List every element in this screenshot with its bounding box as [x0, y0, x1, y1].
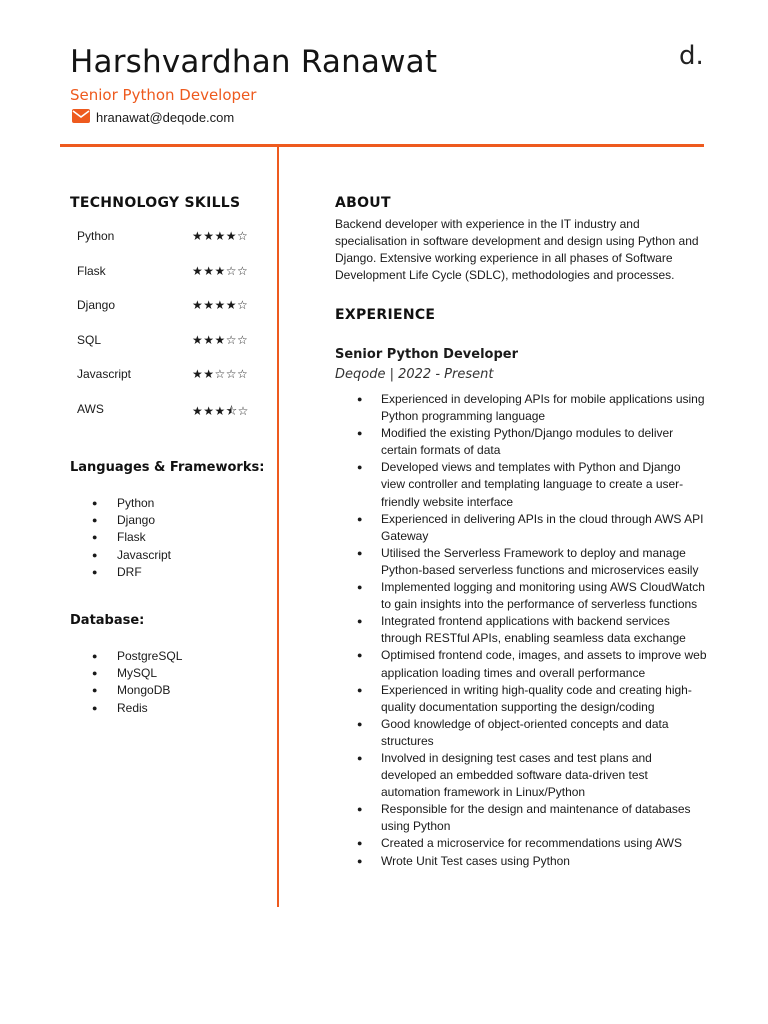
skill-row: [77, 298, 257, 333]
list-item: ● MySQL: [70, 665, 182, 682]
list-item: ● MongoDB: [70, 682, 182, 699]
list-item: ● DRF: [70, 564, 171, 581]
about-heading: ABOUT: [335, 195, 391, 211]
skill-name: SQL: [77, 332, 102, 347]
list-item: ● Django: [70, 512, 171, 529]
responsibility-item: ● Optimised frontend code, images, and assets to improve web application loading times and overall performance: [357, 647, 707, 681]
list-item: ● Redis: [70, 700, 182, 717]
languages-heading: Languages & Frameworks:: [70, 460, 265, 475]
list-item: ● Flask: [70, 529, 171, 546]
skill-name: Python: [77, 229, 115, 243]
skill-row: [77, 264, 257, 299]
email-icon: [72, 109, 90, 126]
responsibility-item: ● Experienced in developing APIs for mobile applications using Python programming language: [357, 391, 707, 425]
star-rating: ★★★☆☆: [192, 263, 249, 278]
responsibility-item: ● Utilised the Serverless Framework to deploy and manage Python-based serverless functions and microservices easily: [357, 545, 707, 579]
email-text[interactable]: hranawat@deqode.com: [96, 109, 235, 125]
database-list: [70, 648, 182, 717]
responsibility-item: ● Integrated frontend applications with backend services through RESTful APIs, enabling seamless data exchange: [357, 613, 707, 647]
skill-row: [77, 333, 257, 368]
experience-heading: EXPERIENCE: [335, 307, 436, 323]
star-rating: ★★★☆☆: [192, 332, 249, 347]
candidate-name: Harshvardhan Ranawat: [70, 44, 438, 80]
skill-row: [77, 402, 257, 437]
languages-list: [70, 495, 171, 581]
database-heading: Database:: [70, 613, 145, 628]
responsibility-item: ● Experienced in delivering APIs in the cloud through AWS API Gateway: [357, 511, 707, 545]
star-rating: ★★☆☆☆: [192, 367, 249, 382]
list-item: ● Python: [70, 495, 171, 512]
responsibilities-list: [357, 391, 707, 870]
responsibility-item: ● Created a microservice for recommendations using AWS: [357, 835, 707, 852]
responsibility-item: ● Developed views and templates with Python and Django view controller and templating language to create a user-friendly website interface: [357, 459, 707, 510]
responsibility-item: ● Modified the existing Python/Django modules to deliver certain formats of data: [357, 425, 707, 459]
header-divider: [60, 144, 704, 147]
responsibility-item: ● Implemented logging and monitoring using AWS CloudWatch to gain insights into the performance of serverless functions: [357, 579, 707, 613]
responsibility-item: ● Involved in designing test cases and test plans and developed an embedded software data-driven test automation framework in Linux/Python: [357, 750, 707, 801]
skill-row: [77, 229, 257, 264]
skill-row: [77, 367, 257, 402]
responsibility-item: ● Good knowledge of object-oriented concepts and data structures: [357, 716, 707, 750]
contact-email[interactable]: [72, 108, 234, 126]
job-company-dates: Deqode | 2022 - Present: [335, 367, 494, 382]
list-item: ● PostgreSQL: [70, 648, 182, 665]
candidate-role: Senior Python Developer: [70, 86, 257, 104]
deqode-logo: [679, 42, 707, 70]
skills-heading: TECHNOLOGY SKILLS: [70, 195, 241, 211]
star-rating: ★★★★☆: [192, 298, 249, 313]
star-rating: ★★★⯪☆: [192, 403, 249, 418]
responsibility-item: ● Wrote Unit Test cases using Python: [357, 853, 707, 870]
skills-list: [77, 229, 257, 437]
skill-name: AWS: [77, 401, 104, 416]
column-divider: [277, 147, 279, 907]
star-rating: ★★★★☆: [192, 229, 249, 243]
skill-name: Django: [77, 298, 116, 313]
skill-name: Flask: [77, 263, 106, 278]
job-title: Senior Python Developer: [335, 347, 519, 362]
list-item: ● Javascript: [70, 547, 171, 564]
about-text: Backend developer with experience in the IT industry and specialisation in software development and design using Python and Django. Extensive working experience in all phases of Software Development Life Cycle (SDLC), methodologies and processes.: [335, 217, 699, 282]
responsibility-item: ● Experienced in writing high-quality code and creating high-quality documentation supporting the design/coding: [357, 682, 707, 716]
skill-name: Javascript: [77, 367, 132, 382]
responsibility-item: ● Responsible for the design and maintenance of databases using Python: [357, 801, 707, 835]
logo-letter: d.: [679, 42, 704, 70]
